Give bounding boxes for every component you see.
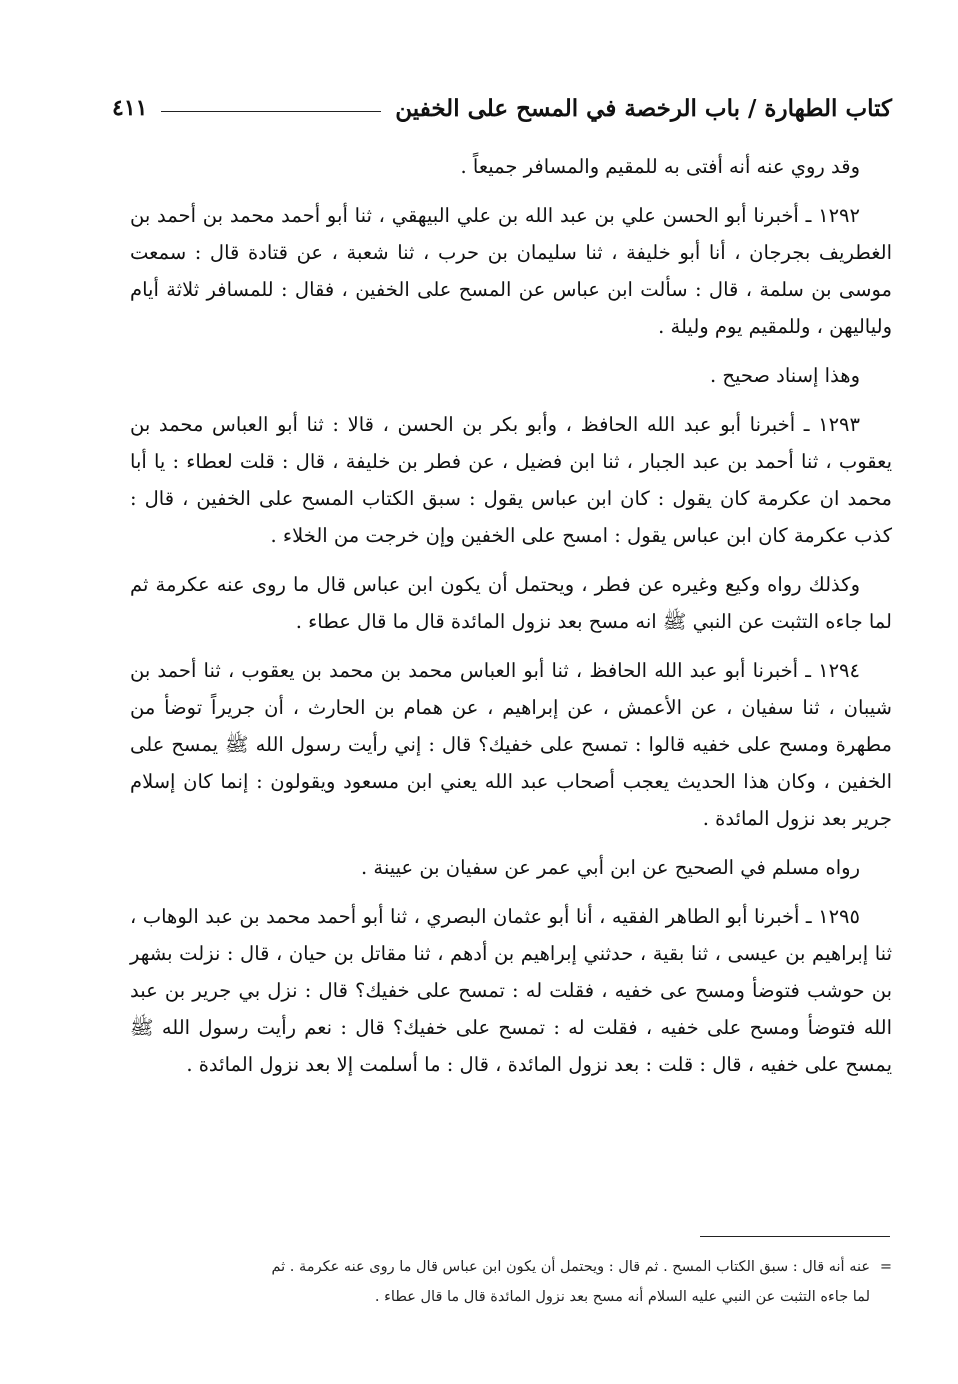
footnote-text-1: عنه أنه قال : سبق الكتاب المسح . ثم قال : ويحتمل أن يكون ابن عباس قال ما روى عنه عكرمة . ثم: [271, 1259, 870, 1275]
chapter-title: كتاب الطهارة / باب الرخصة في المسح على الخفين: [395, 94, 892, 122]
main-text: [130, 148, 892, 1095]
running-header: [112, 88, 892, 128]
hadith-1293: ١٢٩٣ ـ أخبرنا أبو عبد الله الحافظ ، وأبو بكر بن الحسن ، قالا : ثنا أبو العباس محمد بن يعقوب ، ثنا أحمد بن عبد الجبار ، ثنا ابن فضيل ، عن فطر بن خليفة ، قال : قلت لعطاء : يا أبا محمد ان عكرمة كان يقول : كان ابن عباس يقول : سبق الكتاب المسح على الخفين ، قال : كذب عكرمة كان ابن عباس يقول : امسح على الخفين وإن خرجت من الخلاء .: [130, 413, 892, 547]
hadith-1295: ١٢٩٥ ـ أخبرنا أبو الطاهر الفقيه ، أنا أبو عثمان البصري ، ثنا أبو أحمد محمد بن عبد الوهاب ، ثنا إبراهيم بن عيسى ، ثنا بقية ، حدثني إبراهيم بن أدهم ، ثنا مقاتل بن حيان ، قال : نزلت بشهر بن حوشب فتوضأ ومسح عى خفيه ، فقلت له : تمسح على خفيك؟ قال : نزل بي جرير بن عبد الله فتوضأ ومسح على خفيه ، فقلت له : تمسح على خفيك؟ قال : نعم رأيت رسول الله ﷺ يمسح على خفيه ، قال : قلت : بعد نزول المائدة ، قال : ما أسلمت إلا بعد نزول المائدة .: [130, 905, 892, 1076]
paragraph-commentary: وكذلك رواه وكيع وغيره عن فطر ، ويحتمل أن يكون ابن عباس قال ما روى عنه عكرمة ثم لما جاءه التثبت عن النبي ﷺ انه مسح بعد نزول المائدة قال ما قال عطاء .: [130, 573, 892, 633]
page-number: ٤١١: [112, 95, 148, 121]
footnote-rule: [700, 1236, 890, 1237]
footnote: [140, 1252, 892, 1312]
paragraph-isnad-note: وهذا إسناد صحيح .: [709, 364, 860, 387]
paragraph-intro: وقد روي عنه أنه أفتى به للمقيم والمسافر جميعاً .: [460, 155, 860, 178]
footnote-line-2: لما جاءه التثبت عن النبي عليه السلام أنه مسح بعد نزول المائدة قال ما قال عطاء .: [374, 1289, 870, 1305]
hadith-1292: ١٢٩٢ ـ أخبرنا أبو الحسن علي بن عبد الله بن علي البيهقي ، ثنا أبو أحمد محمد بن أحمد بن الغطريف بجرجان ، أنا أبو خليفة ، ثنا سليمان بن حرب ، ثنا شعبة ، عن قتادة قال : سمعت موسى بن سلمة ، قال : سألت ابن عباس عن المسح على الخفين ، فقال : للمسافر ثلاثة أيام ولياليهن ، وللمقيم يوم وليلة .: [130, 204, 892, 338]
hadith-1294: ١٢٩٤ ـ أخبرنا أبو عبد الله الحافظ ، ثنا أبو العباس محمد بن محمد بن يعقوب ، ثنا أحمد بن شيبان ، ثنا سفيان ، عن الأعمش ، عن إبراهيم ، عن همام بن الحارث ، أن جريراً توضأ من مطهرة ومسح على خفيه قالوا : تمسح على خفيك؟ قال : إني رأيت رسول الله ﷺ يمسح على الخفين ، وكان هذا الحديث يعجب أصحاب عبد الله يعني ابن مسعود ويقولون : إنما كان إسلام جرير بعد نزول المائدة .: [130, 659, 892, 830]
footnote-marker: =: [879, 1259, 892, 1275]
footnote-line-1: [140, 1252, 892, 1282]
paragraph-muslim-note: رواه مسلم في الصحيح عن ابن أبي عمر عن سفيان بن عيينة .: [360, 856, 860, 879]
header-rule: [161, 111, 381, 112]
